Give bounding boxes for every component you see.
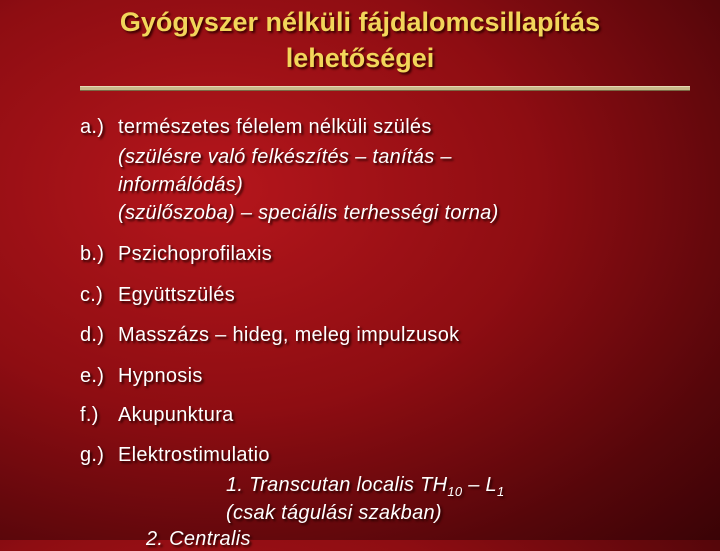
list-marker: g.) (80, 444, 105, 466)
list-item-g-subline-1 (226, 474, 505, 499)
list-marker: d.) (80, 324, 105, 346)
subscript: 1 (496, 484, 505, 499)
slide-title (0, 4, 720, 76)
list-marker: e.) (80, 365, 105, 387)
list-item-text: Elektrostimulatio (118, 444, 270, 466)
list-item-text: Hypnosis (118, 365, 203, 387)
list-item-text: természetes félelem nélküli szülés (118, 116, 432, 138)
list-item-g (80, 444, 270, 467)
list-item-f (80, 404, 234, 427)
list-item-text: Pszichoprofilaxis (118, 243, 273, 265)
title-line-1: Gyógyszer nélküli fájdalomcsillapítás (119, 7, 601, 37)
list-item-a-subline-2: informálódás) (118, 174, 244, 196)
title-divider (80, 86, 690, 91)
list-item-b (80, 243, 272, 266)
list-item-text: Masszázs – hideg, meleg impulzusok (118, 324, 460, 346)
subscript: 10 (447, 484, 463, 499)
list-item-d (80, 324, 459, 347)
list-item-a-subline-3: (szülőszoba) – speciális terhességi torna) (118, 202, 499, 224)
subline-text: – L (462, 474, 497, 496)
list-item-text: Akupunktura (118, 404, 234, 426)
list-marker: c.) (80, 284, 104, 306)
list-marker: b.) (80, 243, 105, 265)
list-item-g-subline-3: 2. Centralis (146, 528, 251, 550)
list-marker: a.) (80, 116, 105, 138)
subline-text: 1. Transcutan localis TH (226, 474, 448, 496)
list-item-e (80, 365, 203, 388)
list-item-text: Együttszülés (118, 284, 235, 306)
title-line-2: lehetőségei (285, 43, 435, 73)
list-item-c (80, 284, 235, 307)
list-item-a-subline-1: (szülésre való felkészítés – tanítás – (118, 146, 452, 168)
list-marker: f.) (80, 404, 99, 426)
list-item-a (80, 116, 432, 139)
list-item-g-subline-2: (csak tágulási szakban) (226, 502, 442, 524)
